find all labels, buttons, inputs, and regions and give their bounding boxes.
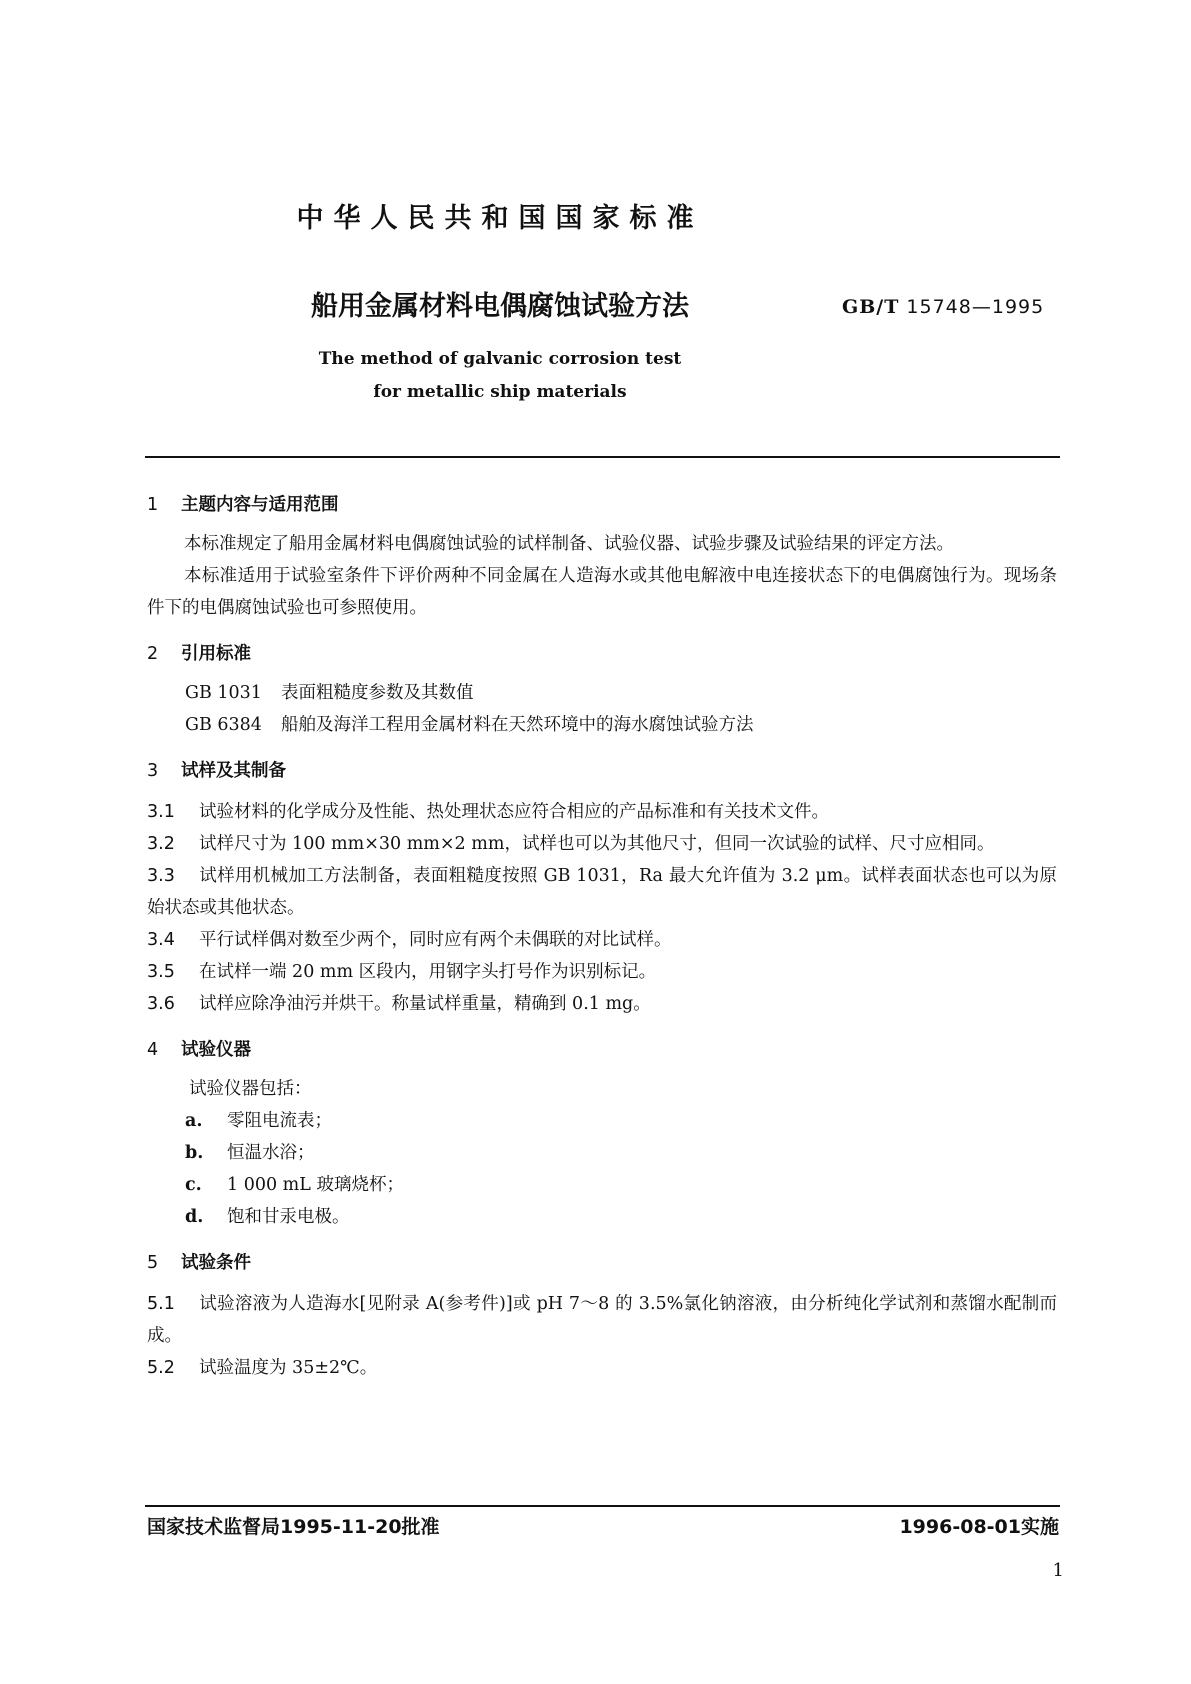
instrument-item [147,1105,1057,1137]
clause-number: 3.2 [147,834,175,854]
section-2-heading [147,639,1057,669]
clause-text: 平行试样偶对数至少两个，同时应有两个未偶联的对比试样。 [199,930,672,950]
approval-date: 国家技术监督局1995-11-20批准 [147,1516,440,1538]
clause-3-3 [147,860,1057,924]
section-1-paragraph-1: 本标准规定了船用金属材料电偶腐蚀试验的试样制备、试验仪器、试验步骤及试验结果的评定方法。 [184,534,954,554]
section-title: 主题内容与适用范围 [181,495,339,515]
section-4-heading [147,1035,1057,1065]
instrument-item [147,1137,1057,1169]
clause-number: 5.1 [147,1294,175,1314]
item-text: 1 000 mL 玻璃烧杯； [227,1175,404,1195]
clause-3-5 [147,956,1057,988]
page-number: 1 [1052,1560,1064,1581]
clause-text: 试样应除净油污并烘干。称量试样重量，精确到 0.1 mg。 [199,994,651,1014]
clause-number: 5.2 [147,1358,175,1378]
section-title: 试验条件 [181,1253,251,1273]
reference-title: 船舶及海洋工程用金属材料在天然环境中的海水腐蚀试验方法 [281,715,754,735]
reference-code: GB 6384 [185,715,262,735]
standard-title-en-line2: for metallic ship materials [373,382,627,402]
reference-item [185,709,1057,741]
section-number: 5 [147,1253,159,1273]
clause-number: 3.6 [147,994,175,1014]
national-standard-heading: 中华人民共和国国家标准 [296,203,704,234]
reference-list [147,677,1057,741]
clause-text: 试验温度为 35±2℃。 [199,1358,378,1378]
section-number: 3 [147,761,159,781]
standard-code [842,296,1044,318]
instrument-item [147,1201,1057,1233]
standard-title-cn: 船用金属材料电偶腐蚀试验方法 [311,291,689,322]
item-label: b. [185,1143,204,1163]
instrument-list-lead: 试验仪器包括： [189,1079,312,1099]
standard-prefix: GB/T [842,296,900,318]
clause-text: 试验材料的化学成分及性能、热处理状态应符合相应的产品标准和有关技术文件。 [199,802,829,822]
reference-code: GB 1031 [185,683,262,703]
clause-number: 3.1 [147,802,175,822]
section-1-paragraph-2: 本标准适用于试验室条件下评价两种不同金属在人造海水或其他电解液中电连接状态下的电偶腐蚀行为。现场条件下的电偶腐蚀试验也可参照使用。 [147,566,1057,618]
section-1-heading [147,490,1057,520]
standard-number: 15748—1995 [906,296,1045,318]
clause-3-2 [147,828,1057,860]
clause-5-1 [147,1288,1057,1352]
item-label: c. [185,1175,202,1195]
reference-item [185,677,1057,709]
item-label: a. [185,1111,203,1131]
clause-3-4 [147,924,1057,956]
section-5-heading [147,1248,1057,1278]
section-number: 1 [147,495,159,515]
section-title: 引用标准 [181,644,251,664]
effective-date: 1996-08-01实施 [899,1516,1059,1538]
item-label: d. [185,1207,204,1227]
clause-text: 在试样一端 20 mm 区段内，用钢字头打号作为识别标记。 [199,962,657,982]
section-number: 4 [147,1040,159,1060]
clause-3-6 [147,988,1057,1020]
clause-5-2 [147,1352,1057,1384]
section-3-heading [147,756,1057,786]
document-body [147,490,1057,1384]
footer-divider [145,1505,1060,1507]
item-text: 饱和甘汞电极。 [227,1207,350,1227]
section-title: 试样及其制备 [181,761,286,781]
clause-text: 试样尺寸为 100 mm×30 mm×2 mm，试样也可以为其他尺寸，但同一次试验的试样、尺寸应相同。 [199,834,995,854]
item-text: 零阻电流表； [227,1111,332,1131]
section-title: 试验仪器 [181,1040,251,1060]
clause-text: 试验溶液为人造海水[见附录 A(参考件)]或 pH 7～8 的 3.5%氯化钠溶液，由分析纯化学试剂和蒸馏水配制而成。 [147,1294,1057,1346]
clause-number: 3.3 [147,866,175,886]
clause-number: 3.4 [147,930,175,950]
clause-text: 试样用机械加工方法制备，表面粗糙度按照 GB 1031，Ra 最大允许值为 3.2 μm。试样表面状态也可以为原始状态或其他状态。 [147,866,1057,918]
reference-title: 表面粗糙度参数及其数值 [281,683,474,703]
standard-title-en-line1: The method of galvanic corrosion test [318,349,682,369]
clause-3-1 [147,796,1057,828]
instrument-item [147,1169,1057,1201]
header-divider [145,456,1060,458]
item-text: 恒温水浴； [227,1143,315,1163]
clause-number: 3.5 [147,962,175,982]
section-number: 2 [147,644,159,664]
